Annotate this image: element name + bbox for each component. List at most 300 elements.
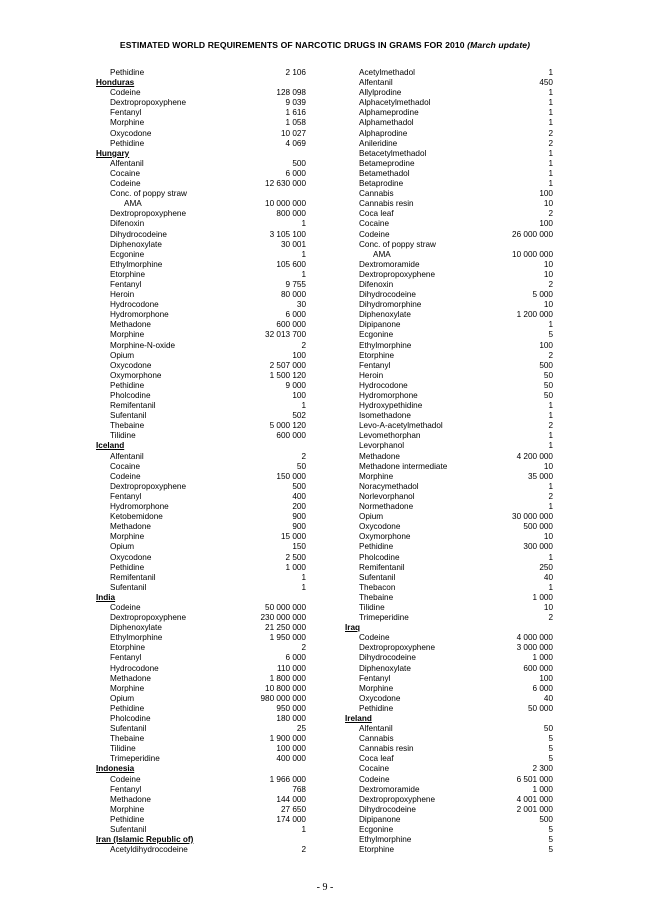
drug-name: Sufentanil [110,411,147,421]
right-table-row [345,805,553,815]
right-table-row [345,98,553,108]
left-table-row [96,88,306,98]
left-table-row [96,260,306,270]
requirement-value: 100 000 [276,744,306,754]
requirement-value: 30 [296,300,306,310]
requirement-value: 4 001 000 [516,794,553,804]
drug-name: Diphenoxylate [359,663,411,673]
right-table-row [345,664,553,674]
drug-name: Betamethadol [359,168,410,178]
right-table-row [345,472,553,482]
drug-name: Betameprodine [359,158,415,168]
right-table-row [345,199,553,209]
right-table-row [345,835,553,845]
requirement-value: 1 [301,269,306,279]
right-table-row [345,532,553,542]
requirement-value: 1 [548,118,553,128]
right-table-row [345,371,553,381]
right-table-row [345,694,553,704]
drug-name: Etorphine [110,269,146,279]
requirement-value: 200 [292,502,306,512]
requirement-value: 1 [548,411,553,421]
requirement-value: 1 [548,431,553,441]
left-table-row [96,270,306,280]
left-table-row [96,825,306,835]
left-table-row [96,553,306,563]
drug-name: Alfentanil [110,158,144,168]
right-table-row [345,542,553,552]
requirement-value: 1 [301,572,306,582]
left-table-row [96,815,306,825]
country-name: Iraq [345,623,361,633]
requirement-value: 35 000 [527,471,553,481]
drug-name: Alfentanil [359,78,393,88]
requirement-value: 3 105 100 [269,229,306,239]
drug-name: Thebacon [359,582,396,592]
requirement-value: 500 000 [523,522,553,532]
drug-name: Norlevorphanol [359,491,415,501]
right-table-row [345,381,553,391]
requirement-value: 1 [301,401,306,411]
requirement-value: 600 000 [276,320,306,330]
page-number: - 9 - [316,882,334,893]
drug-name: Tilidine [359,602,385,612]
requirement-value: 1 [548,441,553,451]
drug-name: Pethidine [110,138,145,148]
left-country-heading [96,835,306,845]
requirement-value: 1 616 [285,108,306,118]
left-table-row [96,845,306,855]
country-name: Ireland [345,714,372,723]
right-table-row [345,593,553,603]
requirement-value: 2 [548,209,553,219]
right-table-row [345,149,553,159]
drug-name: Methadone [110,320,151,330]
requirement-value: 502 [292,411,306,421]
requirement-value: 150 [292,542,306,552]
left-table-row [96,795,306,805]
drug-name: Cannabis [359,734,394,744]
drug-name: Thebaine [110,421,145,431]
drug-name: Fentanyl [110,108,142,118]
right-table-row [345,704,553,714]
drug-name: Codeine [110,179,141,189]
drug-name: Codeine [110,88,141,98]
drug-name: Oxycodone [110,360,152,370]
left-table-row [96,330,306,340]
drug-name: Dihydrocodeine [110,229,167,239]
left-country-heading [96,149,306,159]
requirement-value: 1 [548,158,553,168]
drug-name: Pholcodine [110,714,151,723]
requirement-value: 1 [548,502,553,512]
requirement-value: 300 000 [523,542,553,552]
country-name: India [96,592,116,602]
left-table-row [96,583,306,593]
requirement-value: 40 [543,693,553,703]
requirement-value: 2 [548,491,553,501]
left-country-heading [96,764,306,774]
right-column [345,68,553,855]
requirement-value: 2 [548,421,553,431]
drug-name: Diphenoxylate [359,310,411,320]
requirement-value: 900 [292,522,306,532]
drug-name: Methadone [359,451,400,461]
drug-name: Opium [359,512,384,522]
left-table-row [96,240,306,250]
requirement-value: 10 [543,300,553,310]
left-table-row [96,462,306,472]
drug-name: Opium [110,542,135,552]
right-table-row [345,270,553,280]
requirement-value: 2 [548,128,553,138]
right-table-row [345,421,553,431]
right-table-row [345,633,553,643]
drug-name: Ecgonine [359,825,394,835]
drug-name: Ecgonine [359,330,394,340]
requirement-value: 150 000 [276,471,306,481]
left-table-row [96,522,306,532]
right-table-row [345,300,553,310]
left-table-row [96,189,306,199]
drug-name: Codeine [359,633,390,643]
requirement-value: 174 000 [276,814,306,824]
left-table-row [96,492,306,502]
drug-name: Dextromoramide [359,259,420,269]
drug-name: Sufentanil [110,582,147,592]
drug-name: Levo-A-acetylmethadol [359,421,443,431]
right-table-row [345,653,553,663]
requirement-value: 50 000 [527,703,553,713]
requirement-value: 1 200 000 [516,310,553,320]
requirement-value: 5 000 120 [269,421,306,431]
right-table-row [345,230,553,240]
requirement-value: 5 [548,835,553,845]
requirement-value: 10 [543,269,553,279]
requirement-value: 32 013 700 [265,330,306,340]
drug-name: Thebaine [110,734,145,744]
right-table-row [345,391,553,401]
right-table-row [345,764,553,774]
requirement-value: 25 [296,724,306,734]
left-table-row [96,674,306,684]
left-country-heading [96,441,306,451]
right-table-row [345,684,553,694]
drug-name: Hydrocodone [359,380,408,390]
requirement-value: 26 000 000 [512,229,553,239]
requirement-value: 12 630 000 [265,179,306,189]
requirement-value: 950 000 [276,703,306,713]
drug-name: Dihydrocodeine [359,290,416,300]
drug-name: Difenoxin [359,279,394,289]
right-table-row [345,159,553,169]
drug-name: Dihydrocodeine [359,653,416,663]
drug-name: Opium [110,350,135,360]
drug-name: Heroin [359,370,384,380]
requirement-value: 50 [543,380,553,390]
requirement-value: 9 755 [285,279,306,289]
drug-name: Oxycodone [110,128,152,138]
requirement-value: 2 001 000 [516,804,553,814]
requirement-value: 5 [548,734,553,744]
left-table-row [96,209,306,219]
right-table-row [345,78,553,88]
requirement-value: 2 [548,613,553,623]
left-table-row [96,230,306,240]
drug-name: Conc. of poppy straw [110,189,187,199]
right-table-row [345,795,553,805]
left-table-row [96,613,306,623]
drug-name: Normethadone [359,502,414,512]
left-country-heading [96,78,306,88]
left-table-row [96,502,306,512]
drug-name: Betaprodine [359,179,404,189]
left-table-row [96,361,306,371]
requirement-value: 6 000 [285,310,306,320]
left-table-row [96,633,306,643]
left-table-row [96,542,306,552]
requirement-value: 768 [292,784,306,794]
requirement-value: 5 [548,825,553,835]
requirement-value: 10 [543,532,553,542]
drug-name: Opium [110,693,135,703]
right-table-row [345,775,553,785]
drug-name: Sufentanil [110,724,147,734]
right-table-row [345,603,553,613]
right-table-row [345,179,553,189]
requirement-value: 80 000 [280,290,306,300]
drug-name: Pholcodine [359,552,400,562]
requirement-value: 2 300 [532,764,553,774]
left-table-row [96,653,306,663]
requirement-value: 1 [548,88,553,98]
requirement-value: 2 507 000 [269,360,306,370]
drug-name: Allylprodine [359,88,402,98]
drug-name: Pholcodine [110,391,151,400]
drug-name: Coca leaf [359,754,394,764]
drug-name: Remifentanil [110,401,156,411]
right-table-row [345,189,553,199]
left-country-heading [96,593,306,603]
requirement-value: 180 000 [276,714,306,723]
drug-name: AMA [373,249,391,259]
requirement-value: 1 500 120 [269,370,306,380]
requirement-value: 2 [301,340,306,350]
left-table-row [96,118,306,128]
left-table-row [96,139,306,149]
drug-name: Cannabis [359,189,394,199]
left-table-row [96,482,306,492]
right-table-row [345,108,553,118]
requirement-value: 30 000 000 [512,512,553,522]
left-table-row [96,472,306,482]
drug-name: Oxycodone [359,522,401,532]
requirement-value: 1 [548,148,553,158]
requirement-value: 2 [301,643,306,653]
drug-name: Isomethadone [359,411,411,421]
drug-name: Codeine [359,229,390,239]
left-table-row [96,664,306,674]
drug-name: Morphine [110,804,145,814]
drug-name: Remifentanil [359,562,405,572]
requirement-value: 6 000 [532,683,553,693]
drug-name: Hydromorphone [110,310,169,320]
requirement-value: 900 [292,512,306,522]
left-column [96,68,306,855]
drug-name: Dextropropoxyphene [110,481,187,491]
requirement-value: 400 [292,491,306,501]
right-table-row [345,502,553,512]
requirement-value: 4 000 000 [516,633,553,643]
left-table-row [96,684,306,694]
drug-name: Etorphine [110,643,146,653]
left-table-row [96,694,306,704]
drug-name: Ecgonine [110,249,145,259]
drug-name: Fentanyl [110,784,142,794]
requirement-value: 2 [548,350,553,360]
left-table-row [96,371,306,381]
requirement-value: 100 [539,189,553,199]
right-table-row [345,785,553,795]
drug-name: Morphine [110,118,145,128]
requirement-value: 1 [548,168,553,178]
drug-name: Methadone [110,673,151,683]
drug-name: Dihydromorphine [359,300,422,310]
requirement-value: 400 000 [276,754,306,764]
right-table-row [345,724,553,734]
requirement-value: 1 000 [532,653,553,663]
title-note: (March update) [467,40,531,50]
drug-name: Cocaine [110,168,141,178]
right-table-row [345,754,553,764]
right-table-row [345,68,553,78]
drug-name: Coca leaf [359,209,394,219]
drug-name: Dextropropoxyphene [110,209,187,219]
drug-name: Oxymorphone [359,532,411,542]
requirement-value: 1 000 [532,592,553,602]
left-table-row [96,98,306,108]
right-table-row [345,401,553,411]
right-table-row [345,553,553,563]
requirement-value: 30 001 [280,239,306,249]
document-title [0,40,650,50]
drug-name: Etorphine [359,350,395,360]
right-table-row [345,88,553,98]
country-name: Iran (Islamic Republic of) [96,835,194,845]
right-table-row [345,825,553,835]
requirement-value: 10 800 000 [265,683,306,693]
left-table-row [96,391,306,401]
left-table-row [96,250,306,260]
drug-name: Etorphine [359,845,395,855]
requirement-value: 2 [301,845,306,855]
requirement-value: 500 [539,814,553,824]
requirement-value: 4 069 [285,138,306,148]
drug-name: Betacetylmethadol [359,148,427,158]
country-name: Indonesia [96,764,135,774]
drug-name: Heroin [110,290,135,300]
drug-name: Dihydrocodeine [359,804,416,814]
drug-name: Methadone intermediate [359,461,448,471]
drug-name: Fentanyl [110,653,142,663]
requirement-value: 1 966 000 [269,774,306,784]
right-table-row [345,411,553,421]
right-table-row [345,674,553,684]
right-table-row [345,341,553,351]
drug-name: Alfentanil [110,451,144,461]
right-table-row [345,522,553,532]
drug-name: Pethidine [110,703,145,713]
drug-name: Levorphanol [359,441,405,451]
drug-name: Cannabis resin [359,744,414,754]
right-table-row [345,452,553,462]
drug-name: Fentanyl [359,360,391,370]
drug-name: Morphine [110,532,145,542]
requirement-value: 250 [539,562,553,572]
left-table-row [96,431,306,441]
right-table-row [345,118,553,128]
right-country-heading [345,714,553,724]
drug-name: Morphine [110,683,145,693]
requirement-value: 144 000 [276,794,306,804]
drug-name: Hydrocodone [110,663,159,673]
left-table-row [96,381,306,391]
drug-name: Alphameprodine [359,108,419,118]
drug-name: Hydromorphone [110,502,169,512]
drug-name: Alphamethadol [359,118,414,128]
drug-name: Tilidine [110,744,136,754]
requirement-value: 50 [543,370,553,380]
requirement-value: 6 000 [285,168,306,178]
requirement-value: 1 058 [285,118,306,128]
right-table-row [345,209,553,219]
drug-name: Alphacetylmethadol [359,98,431,108]
right-table-row [345,734,553,744]
requirement-value: 5 [548,754,553,764]
right-table-row [345,169,553,179]
requirement-value: 10 000 000 [265,199,306,209]
requirement-value: 4 200 000 [516,451,553,461]
requirement-value: 10 [543,461,553,471]
left-table-row [96,785,306,795]
left-table-row [96,280,306,290]
right-table-row [345,512,553,522]
right-table-row [345,361,553,371]
right-table-row [345,441,553,451]
requirement-value: 1 950 000 [269,633,306,643]
requirement-value: 128 098 [276,88,306,98]
requirement-value: 27 650 [280,804,306,814]
drug-name: Alphaprodine [359,128,408,138]
drug-name: Fentanyl [359,673,391,683]
left-table-row [96,714,306,724]
drug-name: Conc. of poppy straw [359,239,436,249]
drug-name: Dextropropoxyphene [110,613,187,623]
drug-name: Diphenoxylate [110,239,162,249]
requirement-value: 5 000 [532,290,553,300]
requirement-value: 10 [543,199,553,209]
left-table-row [96,623,306,633]
drug-name: Codeine [110,602,141,612]
right-table-row [345,219,553,229]
requirement-value: 100 [292,350,306,360]
drug-name: Methadone [110,794,151,804]
requirement-value: 100 [539,340,553,350]
left-table-row [96,421,306,431]
drug-name: Levomethorphan [359,431,421,441]
requirement-value: 15 000 [280,532,306,542]
drug-name: Dextromoramide [359,784,420,794]
